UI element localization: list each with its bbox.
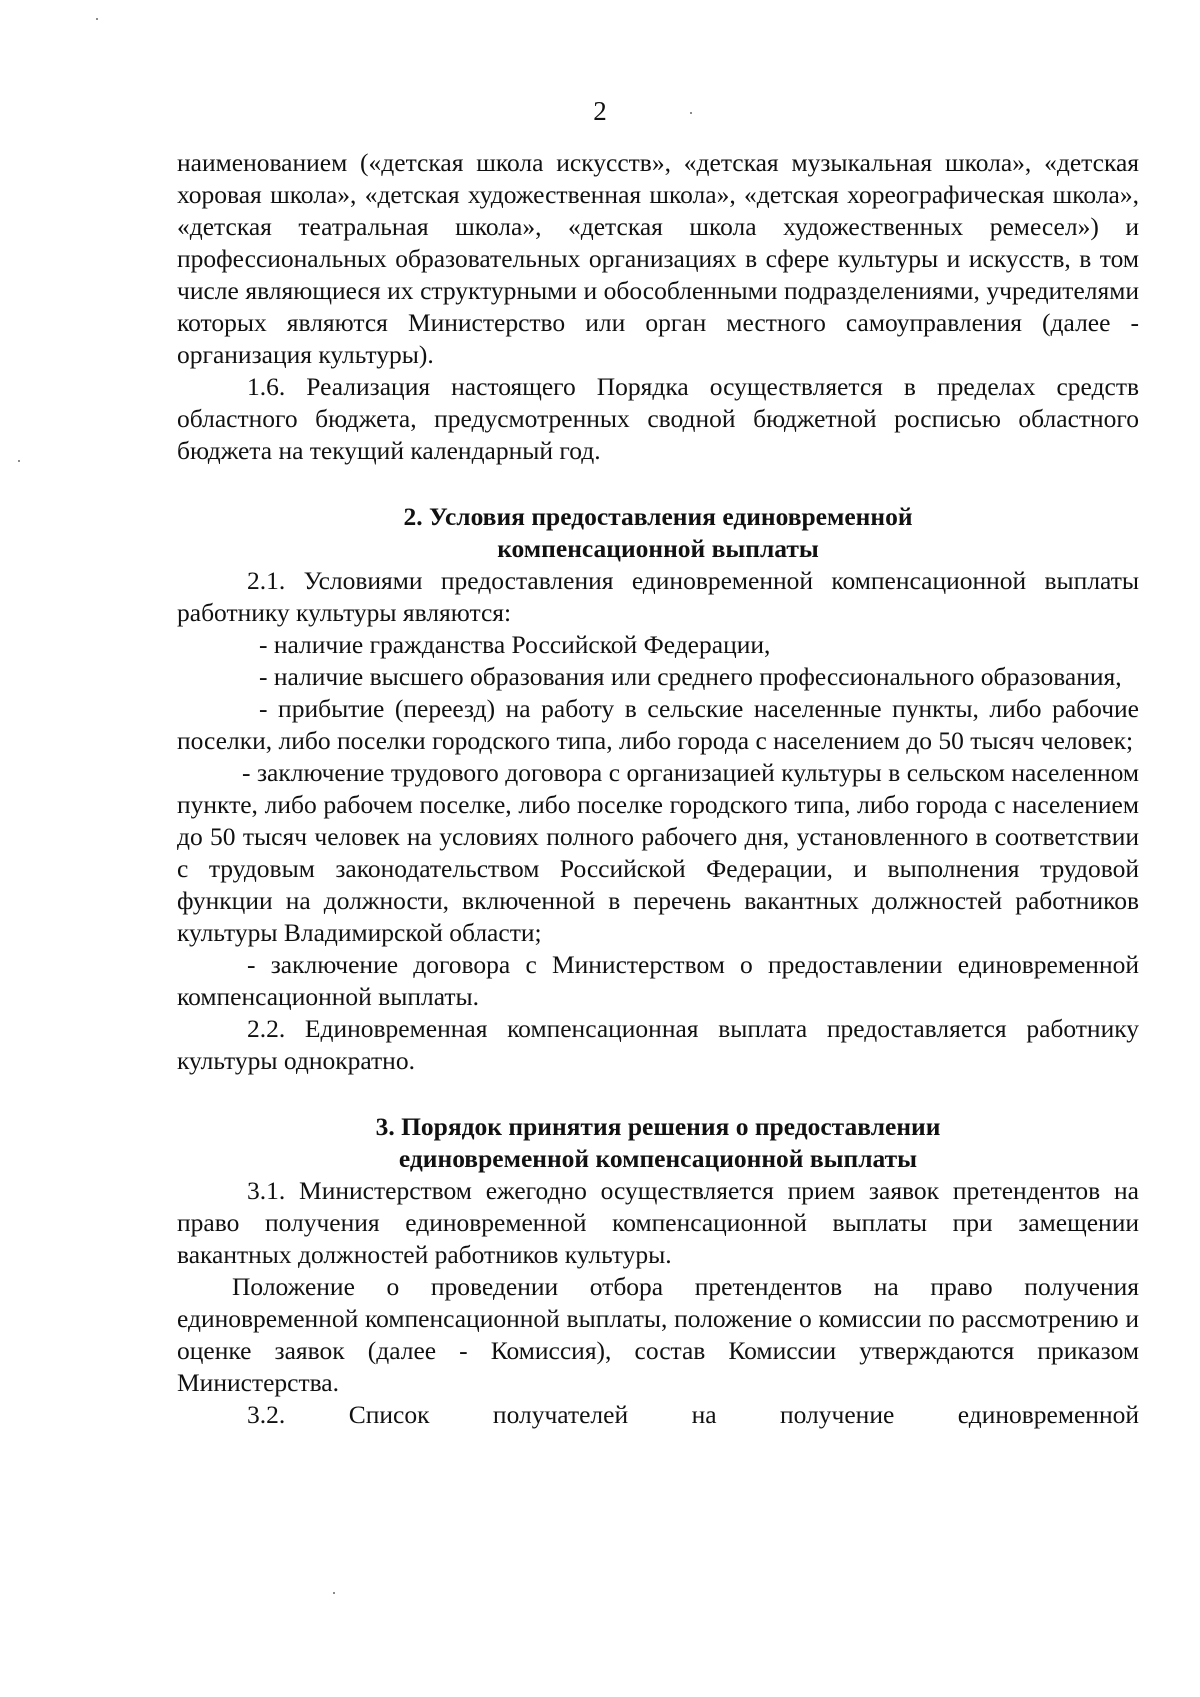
- section-2-heading-line1: 2. Условия предоставления единовременной: [403, 502, 913, 531]
- paragraph-1-6: 1.6. Реализация настоящего Порядка осуществляется в пределах средств областного бюджета, предусмотренных сводной бюджетной росписью областного бюджета на текущий календарный год.: [177, 372, 1139, 465]
- paragraph-3-2: 3.2. Список получателей на получение единовременной: [247, 1400, 1139, 1429]
- scan-speck: [18, 460, 20, 462]
- condition-education: - наличие высшего образования или среднего профессионального образования,: [259, 662, 1122, 691]
- spacer: [177, 467, 1139, 501]
- paragraph-2-2: 2.2. Единовременная компенсационная выплата предоставляется работнику культуры однократно.: [177, 1014, 1139, 1075]
- scan-speck: [333, 1592, 335, 1594]
- condition-citizenship: - наличие гражданства Российской Федерации,: [259, 630, 771, 659]
- spacer: [177, 1077, 1139, 1111]
- condition-ministry-agreement: - заключение договора с Министерством о предоставлении единовременной компенсационной выплаты.: [177, 950, 1139, 1011]
- section-2-heading-line2: компенсационной выплаты: [497, 534, 819, 563]
- document-body: [177, 147, 1139, 1431]
- section-3-heading-line1: 3. Порядок принятия решения о предоставлении: [375, 1112, 941, 1141]
- page-number: 2: [593, 96, 607, 126]
- paragraph-3-1: 3.1. Министерством ежегодно осуществляется прием заявок претендентов на право получения единовременной компенсационной выплаты при замещении вакантных должностей работников культуры.: [177, 1176, 1139, 1269]
- paragraph-2-1: 2.1. Условиями предоставления единовременной компенсационной выплаты работнику культуры являются:: [177, 566, 1139, 627]
- paragraph-organizations: наименованием («детская школа искусств», «детская музыкальная школа», «детская хоровая школа», «детская художественная школа», «детская хореографическая школа», «детская театральная школа», «детская школа художественных ремесел») и профессиональных образовательных организациях в сфере культуры и искусств, в том числе являющиеся их структурными и обособленными подразделениями, учредителями которых являются Министерство или орган местного самоуправления (далее - организация культуры).: [177, 148, 1139, 369]
- paragraph-3-1-regulation: Положение о проведении отбора претендентов на право получения единовременной компенсационной выплаты, положение о комиссии по рассмотрению и оценке заявок (далее - Комиссия), состав Комиссии утверждаются приказом Министерства.: [177, 1272, 1139, 1397]
- scan-speck: [690, 112, 692, 114]
- scan-speck: [96, 18, 98, 20]
- condition-relocation: - прибытие (переезд) на работу в сельские населенные пункты, либо рабочие поселки, либо поселки городского типа, либо города с населением до 50 тысяч человек;: [177, 694, 1139, 755]
- condition-employment-contract: - заключение трудового договора с организацией культуры в сельском населенном пункте, либо рабочем поселке, либо поселке городского типа, либо города с населением до 50 тысяч человек на условиях полного рабочего дня, установленного в соответствии с трудовым законодательством Российской Федерации, и выполнения трудовой функции на должности, включенной в перечень вакантных должностей работников культуры Владимирской области;: [177, 758, 1139, 947]
- section-3-heading-line2: единовременной компенсационной выплаты: [398, 1144, 918, 1173]
